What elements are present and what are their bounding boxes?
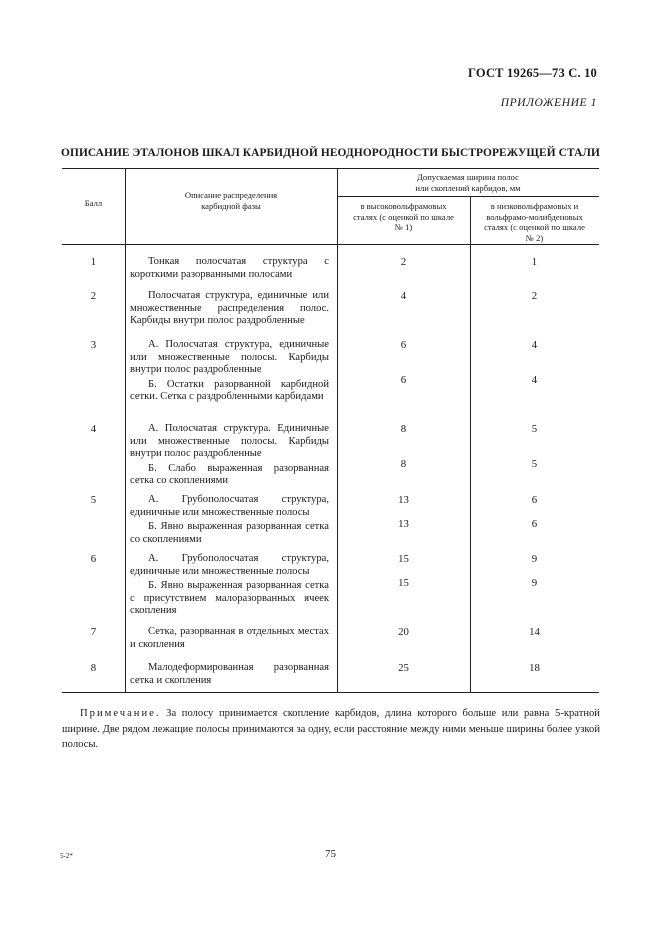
- header-high-line: в высоковольфрамовых: [360, 201, 447, 211]
- document-code: ГОСТ 19265—73 С. 10: [468, 66, 597, 80]
- print-stamp: 5-2*: [60, 852, 73, 860]
- table-header-rule: [62, 244, 599, 245]
- description-text: Полосчатая структура, единичные или множественные распределения полос. Карбиды внутри полос раздробленные: [130, 290, 329, 327]
- width-high-cell: 6: [400, 339, 407, 351]
- width-high-cell: 13: [398, 518, 409, 530]
- header-high-line: № 1): [394, 222, 413, 232]
- width-low-cell: 2: [531, 290, 538, 302]
- score-cell: 2: [90, 290, 97, 302]
- header-description-line: карбидной фазы: [201, 200, 261, 211]
- score-cell: 1: [90, 256, 97, 268]
- width-low-cell: 1: [531, 256, 538, 268]
- description-cell: [130, 494, 329, 546]
- width-high-cell: 20: [398, 626, 409, 638]
- description-text: А. Грубополосчатая структура, единичные или множественные полосы: [130, 553, 329, 577]
- table-top-rule: [62, 168, 599, 169]
- description-text: А. Полосчатая структура, единичные или множественные полосы. Карбиды внутри полос раздробленные: [130, 339, 329, 376]
- table-divider: [470, 196, 471, 692]
- header-allowed-width: [337, 172, 599, 193]
- width-low-cell: 4: [531, 339, 538, 351]
- description-cell: [130, 553, 329, 618]
- header-low-tungsten: [470, 201, 599, 243]
- width-low-cell: 6: [531, 518, 538, 530]
- width-low-cell: 6: [531, 494, 538, 506]
- description-cell: [130, 423, 329, 488]
- description-cell: [130, 339, 329, 404]
- width-low-cell: 4: [531, 374, 538, 386]
- header-high-line: сталях (с оценкой по шкале: [353, 211, 454, 222]
- score-cell: 5: [90, 494, 97, 506]
- header-low-line: в низковольфрамовых и: [490, 201, 579, 211]
- width-low-cell: 18: [529, 662, 540, 674]
- score-cell: 8: [90, 662, 97, 674]
- table-bottom-rule: [62, 692, 599, 693]
- header-width-line: Допускаемая ширина полос: [417, 172, 519, 182]
- footnote-text: За полосу принимается скопление карбидов, длина которого больше или равна 5-кратной ширине. Две рядом лежащие полосы принимаются за одну, если расстояние между ними меньше ширины более узкой полосы.: [62, 708, 600, 750]
- page-title: ОПИСАНИЕ ЭТАЛОНОВ ШКАЛ КАРБИДНОЙ НЕОДНОРОДНОСТИ БЫСТРОРЕЖУЩЕЙ СТАЛИ: [61, 147, 600, 159]
- header-low-line: вольфрамо-молибденовых: [486, 211, 583, 222]
- description-text: Б. Явно выраженная разорванная сетка с присутствием малоразорванных ячеек скопления: [130, 580, 329, 617]
- width-high-cell: 25: [398, 662, 409, 674]
- description-cell: [130, 626, 329, 651]
- width-high-cell: 8: [400, 423, 407, 435]
- description-text: А. Грубополосчатая структура, единичные или множественные полосы: [130, 494, 329, 518]
- description-text: Б. Явно выраженная разорванная сетка со скоплениями: [130, 521, 329, 545]
- score-cell: 7: [90, 626, 97, 638]
- appendix-label: ПРИЛОЖЕНИЕ 1: [500, 97, 597, 109]
- page-number: 75: [325, 848, 336, 860]
- width-high-cell: 2: [400, 256, 407, 268]
- width-high-cell: 15: [398, 553, 409, 565]
- header-low-line: № 2): [525, 232, 544, 243]
- description-cell: [130, 662, 329, 687]
- width-low-cell: 5: [531, 458, 538, 470]
- description-text: Б. Остатки разорванной карбидной сетки. Сетка с раздробленными карбидами: [130, 378, 329, 403]
- header-description-line: Описание распределения: [184, 190, 278, 200]
- description-text: Сетка, разорванная в отдельных местах и скопления: [130, 626, 329, 650]
- width-low-cell: 9: [531, 577, 538, 589]
- description-cell: [130, 256, 329, 281]
- header-description: [125, 190, 337, 211]
- description-text: Малодеформированная разорванная сетка и скопления: [130, 662, 329, 686]
- score-cell: 3: [90, 339, 97, 351]
- footnote-label: Примечание.: [80, 708, 161, 719]
- header-width-line: или скоплений карбидов, мм: [415, 182, 521, 193]
- width-low-cell: 14: [529, 626, 540, 638]
- description-text: Б. Слабо выраженная разорванная сетка со скоплениями: [130, 462, 329, 487]
- width-high-cell: 8: [400, 458, 407, 470]
- score-cell: 4: [90, 423, 97, 435]
- width-high-cell: 13: [398, 494, 409, 506]
- score-cell: 6: [90, 553, 97, 565]
- width-low-cell: 9: [531, 553, 538, 565]
- table-divider: [125, 168, 126, 692]
- width-low-cell: 5: [531, 423, 538, 435]
- width-high-cell: 4: [400, 290, 407, 302]
- table-subheader-rule: [337, 196, 599, 197]
- description-text: Тонкая полосчатая структура с короткими разорванными полосами: [130, 256, 329, 280]
- header-score: Балл: [84, 198, 103, 208]
- header-high-tungsten: [337, 201, 470, 233]
- width-high-cell: 15: [398, 577, 409, 589]
- footnote: [62, 706, 600, 753]
- description-text: А. Полосчатая структура. Единичные или множественные полосы. Карбиды внутри полос раздробленные: [130, 423, 329, 460]
- header-low-line: сталях (с оценкой по шкале: [484, 222, 585, 232]
- width-high-cell: 6: [400, 374, 407, 386]
- description-cell: [130, 290, 329, 328]
